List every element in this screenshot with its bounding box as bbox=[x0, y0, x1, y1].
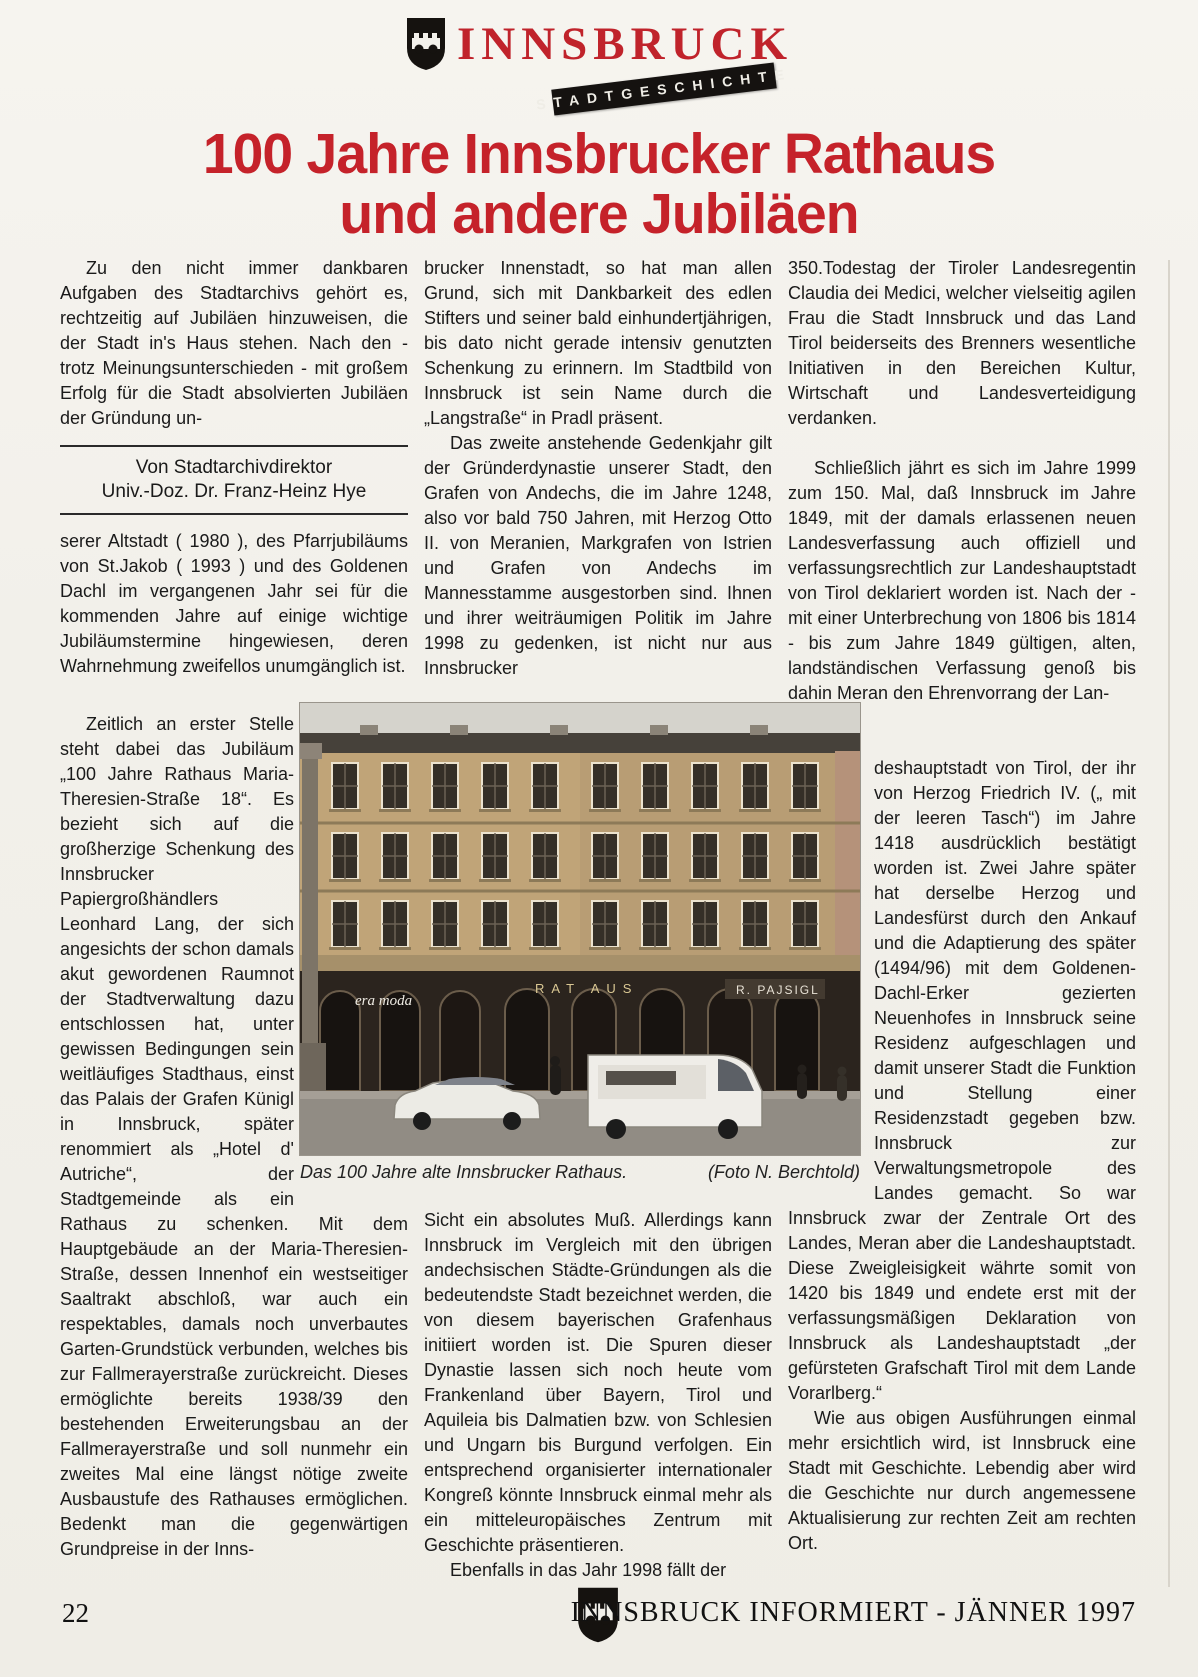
magazine-title: INNSBRUCK bbox=[456, 18, 794, 70]
paragraph: brucker Innenstadt, so hat man allen Grund, sich mit Dankbarkeit des edlen Stifters und seiner bald einhundertjährigen, bis dato nicht gerade intensiv genutzten Schenkung zu erinnern. Im Stadtbild von Innsbruck ist sein Name durch die „Langstraße“ in Pradl präsent. bbox=[424, 258, 772, 428]
byline-line2: Univ.-Doz. Dr. Franz-Heinz Hye bbox=[101, 481, 367, 502]
paragraph: Wie aus obigen Ausführungen einmal mehr ersichtlich wird, ist Innsbruck eine Stadt mit Geschichte. Lebendig aber wird die Geschichte nur durch angemessene Aktualisierung zur rechten Zeit am rechten Ort. bbox=[788, 1408, 1136, 1553]
paragraph: Zu den nicht immer dankbaren Aufgaben des Stadtarchivs gehört es, rechtzeitig auf Jubiläen hinzuweisen, die der Stadt in's Haus stehen. Nach den - trotz Meinungsunterschieden - mit großem Erfolg für die Stadt absolvierten Jubiläen der Gründung un- bbox=[60, 258, 408, 428]
shop-sign-left: era moda bbox=[355, 993, 413, 1009]
rathaus-photo bbox=[300, 703, 860, 1155]
byline-line1: Von Stadtarchivdirektor bbox=[135, 457, 333, 478]
scan-edge-line bbox=[1168, 260, 1170, 1587]
photo-credit: (Foto N. Berchtold) bbox=[707, 1162, 860, 1182]
shop-sign-right: R. PAJSIGL bbox=[736, 983, 820, 997]
footer-issue: INNSBRUCK INFORMIERT - JÄNNER 1997 bbox=[570, 1597, 1136, 1628]
rathaus-sign: RAT AUS bbox=[535, 981, 639, 996]
photo-caption: Das 100 Jahre alte Innsbrucker Rathaus. bbox=[300, 1162, 628, 1182]
paragraph: 350.Todestag der Tiroler Landesregentin Claudia dei Medici, welcher vielseitig agilen Frau die Stadt Innsbruck und das Land Tirol beiderseits des Brenners wesentliche Initiativen in den Bereichen Kultur, Wirtschaft und Landesverteidigung verdanken. bbox=[788, 258, 1136, 428]
photo-caption-row bbox=[300, 1162, 860, 1183]
article-title-line1: 100 Jahre Innsbrucker Rathaus bbox=[202, 122, 996, 186]
page-number: 22 bbox=[62, 1598, 89, 1628]
innsbruck-coat-of-arms-icon bbox=[405, 16, 447, 72]
paragraph-continuation: deshauptstadt von Tirol, der ihr von Herzog Friedrich IV. („ mit der leeren Tasch“) im Jahre 1418 ausdrücklich bestätigt worden ist. Zwei Jahre später hat derselbe Herzog und Landesfürst durch den Ankauf und die Adaptierung des später (1494/96) mit dem Goldenen-Dachl-Erker gezierten Neuenhofes in Innsbruck seine Residenz aufgeschlagen und damit unserer Stadt die Funktion und Stellung einer Residenzstadt gegeben bzw. Innsbruck zur Verwaltungsmetropole des Landes gemacht. So war Innsbruck zwar der Zentrale Ort des Landes, Meran aber die Landeshauptstadt. Diese Zweigleisigkeit währte somit von 1420 bis 1849 und endete erst mit der verfassungsmäßigen Deklaration von Innsbruck als Landeshauptstadt „der gefürsteten Grafschaft Tirol mit dem Lande Vorarlberg.“ bbox=[788, 758, 1136, 1403]
paragraph: Das zweite anstehende Gedenkjahr gilt der Gründerdynastie unserer Stadt, den Grafen von Andechs, die im Jahre 1248, also vor bald 750 Jahren, mit Herzog Otto II. von Meranien, Markgrafen von Istrien und Grafen von Andechs im Mannesstamme ausgestorben sind. Ihnen und ihrer weiträumigen Politik im Jahre 1998 zu gedenken, ist nicht nur aus Innsbrucker bbox=[424, 433, 772, 678]
masthead bbox=[0, 16, 1198, 116]
paragraph: Ebenfalls in das Jahr 1998 fällt der bbox=[450, 1560, 727, 1580]
paragraph: Sicht ein absolutes Muß. Allerdings kann Innsbruck im Vergleich mit den übrigen andechsischen Städte-Gründungen als die bedeutendste Stadt bezeichnet werden, die von diesem bayerischen Grafenhaus initiiert worden ist. Die Spuren dieser Dynastie lassen sich noch heute vom Frankenland über Bayern, Tirol und Aquileia bis Dalmatien bzw. von Schlesien und Ungarn bis Burgund verfolgen. Ein entsprechend organisierter internationaler Kongreß könnte Innsbruck einmal mehr als ein mitteleuropäisches Zentrum mit Geschichte präsentieren. bbox=[424, 1210, 772, 1555]
paragraph: serer Altstadt ( 1980 ), des Pfarrjubiläums von St.Jakob ( 1993 ) und des Goldenen Dachl im vergangenen Jahr sei für die kommenden Jahre auf einige wichtige Jubiläumstermine hingewiesen, deren Wahrnehmung zweifellos unumgänglich ist. bbox=[60, 531, 408, 676]
article-title bbox=[0, 124, 1198, 244]
paragraph: Schließlich jährt es sich im Jahre 1999 zum 150. Mal, daß Innsbruck im Jahre 1849, mit der damals erlassenen neuen Landesverfassung auch offiziell und verfassungsrechtlich zur Landeshauptstadt von Tirol deklariert worden ist. Nach der - mit einer Unterbrechung von 1806 bis 1814 - bis zum Jahre 1849 gültigen, alten, landständischen Verfassung genoß bis dahin Meran den Ehrenvorrang der Lan- bbox=[788, 458, 1136, 703]
paragraph: Zeitlich an erster Stelle steht dabei das Jubiläum „100 Jahre Rathaus Maria-Theresien-Straße 18“. Es bezieht sich auf die großherzige Schenkung des Innsbrucker Papiergroßhändlers Leonhard Lang, der sich angesichts der schon damals akut gewordenen Raumnot der Stadtverwaltung dazu entschlossen hat, unter gewissen Bedingungen sein weitläufiges Stadthaus, einst das Palais der Grafen Künigl in Innsbruck, später renommiert als „Hotel d' Autriche“, der Stadtgemeinde als ein Rathaus zu schenken. Mit dem Hauptgebäude an der Maria-Theresien-Straße, dessen Innenhof ein westseitiger Saaltrakt abschloß, war auch ein respektables, damals noch unverbautes Garten-Grundstück verbunden, welches bis zur Fallmerayerstraße zurückreicht. Dieses ermöglichte bereits 1938/39 den bestehenden Erweiterungsbau an der Fallmerayerstraße und soll nunmehr ein zweites Mal eine längst nötige zweite Ausbaustufe des Rathauses ermöglichen. Bedenkt man die gegenwärtigen Grundpreise in der Inns- bbox=[60, 714, 408, 1559]
byline-box bbox=[60, 445, 408, 515]
article-title-line2: und andere Jubiläen bbox=[339, 182, 859, 246]
section-banner-label: STADTGESCHICHTE bbox=[535, 65, 793, 113]
